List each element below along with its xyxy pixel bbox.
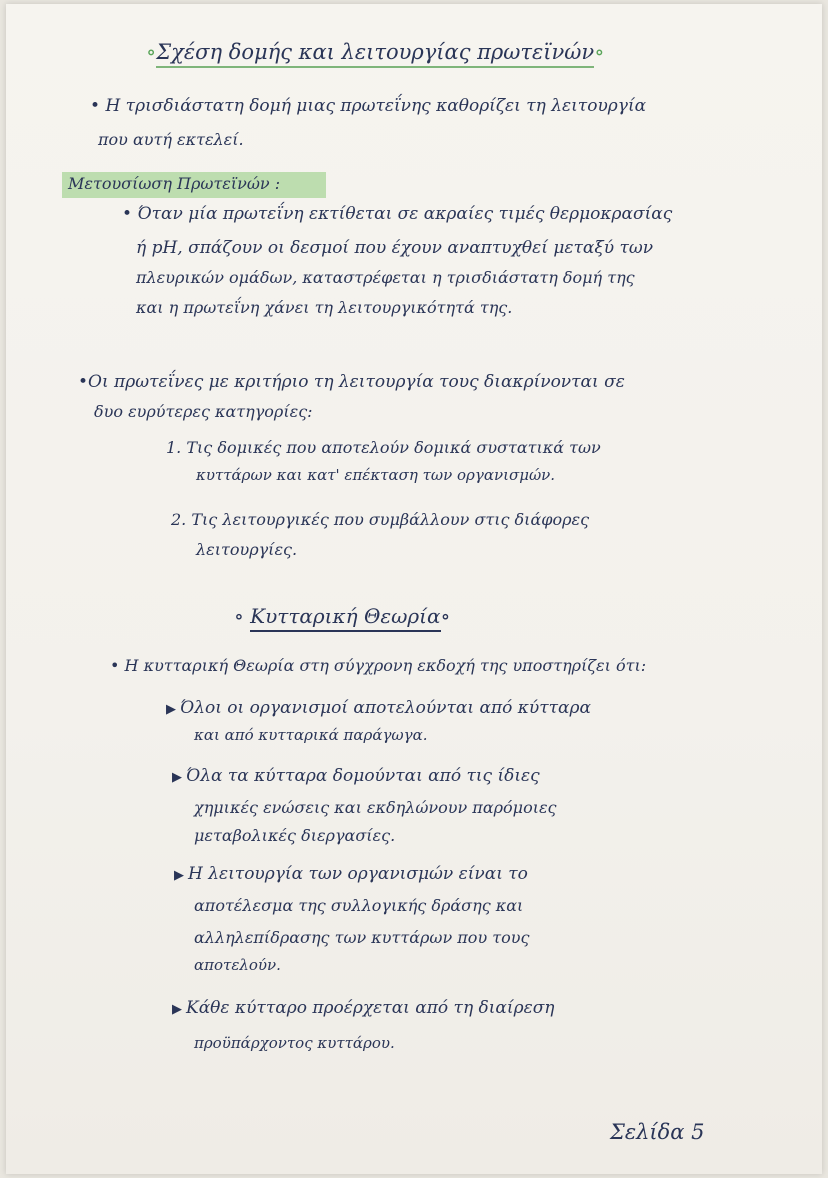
intro-line-1: • Η τρισδιάστατη δομή μιας πρωτεΐνης καθορίζει τη λειτουργία bbox=[90, 96, 647, 116]
theory-point-3-line-4: αποτελούν. bbox=[194, 956, 281, 974]
theory-point-3-line-3: αλληλεπίδρασης των κυττάρων που τους bbox=[194, 928, 530, 947]
denaturation-line-4: και η πρωτεΐνη χάνει τη λειτουργικότητά της. bbox=[136, 298, 513, 317]
theory-point-1-line-2: και από κυτταρικά παράγωγα. bbox=[194, 726, 428, 744]
categories-line-1: •Οι πρωτεΐνες με κριτήριο τη λειτουργία τους διακρίνονται σε bbox=[78, 372, 625, 392]
theory-intro: • Η κυτταρική Θεωρία στη σύγχρονη εκδοχή της υποστηρίζει ότι: bbox=[110, 656, 647, 675]
theory-point-3-line-1: ▶ Η λειτουργία των οργανισμών είναι το bbox=[174, 864, 528, 884]
notebook-page bbox=[6, 4, 822, 1174]
theory-point-2-line-1: ▶ Όλα τα κύτταρα δομούνται από τις ίδιες bbox=[172, 766, 540, 786]
denaturation-line-1: • Όταν μία πρωτεΐνη εκτίθεται σε ακραίες τιμές θερμοκρασίας bbox=[122, 204, 673, 224]
denaturation-heading: Μετουσίωση Πρωτεϊνών : bbox=[68, 174, 281, 193]
denaturation-line-2: ή pH, σπάζουν οι δεσμοί που έχουν αναπτυχθεί μεταξύ των bbox=[136, 238, 654, 258]
triangle-bullet-icon: ▶ bbox=[172, 1002, 182, 1017]
triangle-bullet-icon: ▶ bbox=[174, 868, 184, 883]
list-item-2-line-1: 2. Τις λειτουργικές που συμβάλλουν στις διάφορες bbox=[171, 510, 590, 529]
list-item-1-line-1: 1. Τις δομικές που αποτελούν δομικά συστατικά των bbox=[166, 438, 601, 457]
page-number: Σελίδα 5 bbox=[610, 1120, 705, 1144]
triangle-bullet-icon: ▶ bbox=[172, 770, 182, 785]
heading-text: Σχέση δομής και λειτουργίας πρωτεϊνών bbox=[156, 40, 594, 68]
intro-line-2: που αυτή εκτελεί. bbox=[98, 130, 244, 149]
categories-line-2: δυο ευρύτερες κατηγορίες: bbox=[94, 402, 313, 421]
denaturation-line-3: πλευρικών ομάδων, καταστρέφεται η τρισδιάστατη δομή της bbox=[136, 268, 635, 287]
theory-point-4-line-1: ▶ Κάθε κύτταρο προέρχεται από τη διαίρεση bbox=[172, 998, 555, 1018]
theory-point-3-line-2: αποτέλεσμα της συλλογικής δράσης και bbox=[194, 896, 524, 915]
theory-point-1-line-1: ▶ Όλοι οι οργανισμοί αποτελούνται από κύτταρα bbox=[166, 698, 591, 718]
theory-point-2-line-3: μεταβολικές διεργασίες. bbox=[194, 826, 396, 845]
bullet-dot: ∘ bbox=[146, 40, 157, 64]
heading-text: Κυτταρική Θεωρία bbox=[250, 604, 440, 632]
list-item-2-line-2: λειτουργίες. bbox=[196, 540, 298, 559]
theory-point-2-line-2: χημικές ενώσεις και εκδηλώνουν παρόμοιες bbox=[194, 798, 557, 817]
triangle-bullet-icon: ▶ bbox=[166, 702, 176, 717]
heading-cell-theory: ∘ Κυτταρική Θεωρία∘ bbox=[234, 604, 450, 628]
list-item-1-line-2: κυττάρων και κατ' επέκταση των οργανισμών. bbox=[196, 466, 556, 484]
heading-protein-structure: ∘Σχέση δομής και λειτουργίας πρωτεϊνών∘ bbox=[146, 40, 604, 64]
theory-point-4-line-2: προϋπάρχοντος κυττάρου. bbox=[194, 1034, 395, 1052]
